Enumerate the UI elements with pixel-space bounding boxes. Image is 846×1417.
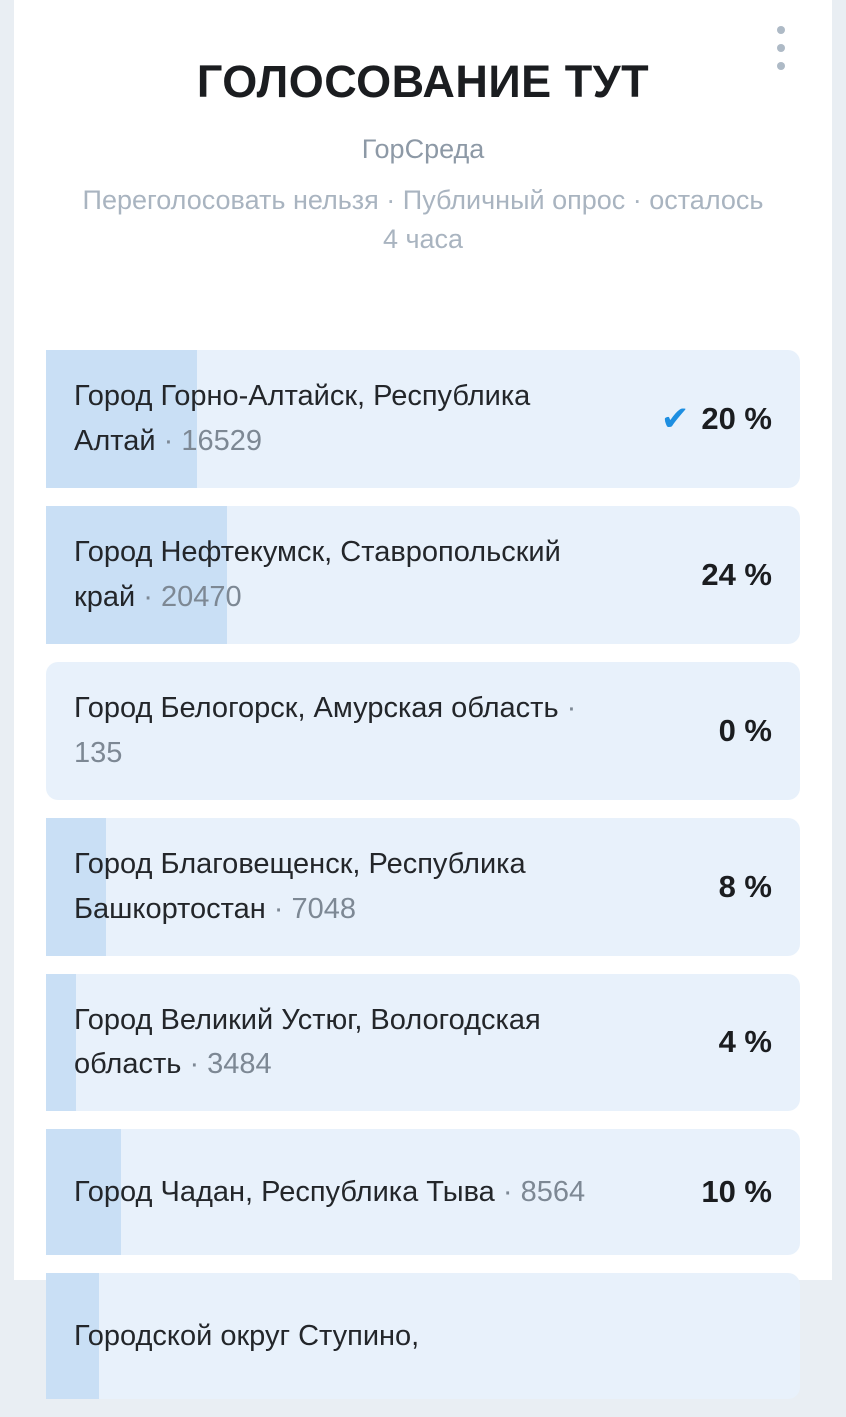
- menu-dot: [777, 62, 785, 70]
- check-icon: ✔: [660, 399, 690, 438]
- poll-option-votes: 16529: [181, 424, 262, 457]
- menu-dot: [777, 44, 785, 52]
- poll-option[interactable]: [46, 350, 800, 488]
- poll-option-body: [46, 350, 622, 488]
- poll-option-votes: 3484: [207, 1048, 272, 1081]
- poll-option[interactable]: [46, 1273, 800, 1399]
- poll-option-label: Город Чадан, Республика Тыва · 8564: [74, 1175, 586, 1208]
- poll-option-label: Город Горно-Алтайск, Республика Алтай · 16529: [74, 380, 531, 457]
- poll-option-body: [46, 1129, 622, 1255]
- poll-option-label: Город Благовещенск, Республика Башкортостан · 7048: [74, 847, 526, 925]
- poll-option-result: [622, 713, 800, 749]
- poll-option[interactable]: [46, 1129, 800, 1255]
- poll-option-body: [46, 974, 622, 1112]
- poll-meta: Переголосовать нельзя · Публичный опрос · осталось 4 часа: [82, 185, 764, 254]
- poll-option-result: [622, 869, 800, 905]
- poll-author: ГорСреда: [361, 134, 485, 164]
- poll-options: [46, 350, 800, 1417]
- poll-option-percent: 10 %: [701, 1174, 772, 1210]
- poll-option[interactable]: [46, 662, 800, 800]
- poll-option[interactable]: [46, 974, 800, 1112]
- poll-card: [14, 0, 832, 1352]
- poll-option-body: [46, 1273, 622, 1399]
- page-title: ГОЛОСОВАНИЕ ТУТ: [196, 56, 650, 107]
- poll-option-votes: 8564: [520, 1175, 586, 1208]
- poll-option-votes: 7048: [291, 892, 357, 925]
- poll-option-separator: ·: [494, 1175, 521, 1208]
- poll-option-label: Город Белогорск, Амурская область · 135: [74, 691, 577, 769]
- poll-option-separator: ·: [155, 424, 182, 457]
- poll-option-body: [46, 506, 622, 644]
- poll-option-body: [46, 662, 622, 800]
- poll-option-separator: ·: [558, 691, 577, 724]
- poll-option-separator: ·: [135, 580, 161, 613]
- poll-option-label: Город Нефтекумск, Ставропольский край · 20470: [74, 535, 561, 613]
- poll-option-label: Городской округ Ступино,: [74, 1319, 420, 1352]
- poll-option-separator: ·: [181, 1048, 208, 1081]
- poll-option-percent: 24 %: [701, 556, 772, 592]
- poll-option-percent: 0 %: [718, 712, 772, 748]
- poll-option-result: [622, 557, 800, 593]
- poll-option[interactable]: [46, 506, 800, 644]
- poll-option-votes: 20470: [160, 580, 242, 613]
- poll-option-result: [622, 1024, 800, 1060]
- menu-dot: [777, 26, 785, 34]
- poll-option-body: [46, 818, 622, 956]
- poll-option-result: [622, 401, 800, 437]
- poll-option-percent: 4 %: [718, 1024, 772, 1060]
- poll-option-percent: 8 %: [718, 868, 772, 904]
- poll-option-percent: 20 %: [701, 400, 772, 436]
- poll-option-votes: 135: [74, 736, 123, 769]
- poll-option-separator: ·: [265, 892, 292, 925]
- more-vertical-icon[interactable]: [776, 26, 786, 70]
- poll-option-label: Город Великий Устюг, Вологодская область · 3484: [74, 1003, 541, 1081]
- poll-option-result: [622, 1174, 800, 1210]
- poll-option[interactable]: [46, 818, 800, 956]
